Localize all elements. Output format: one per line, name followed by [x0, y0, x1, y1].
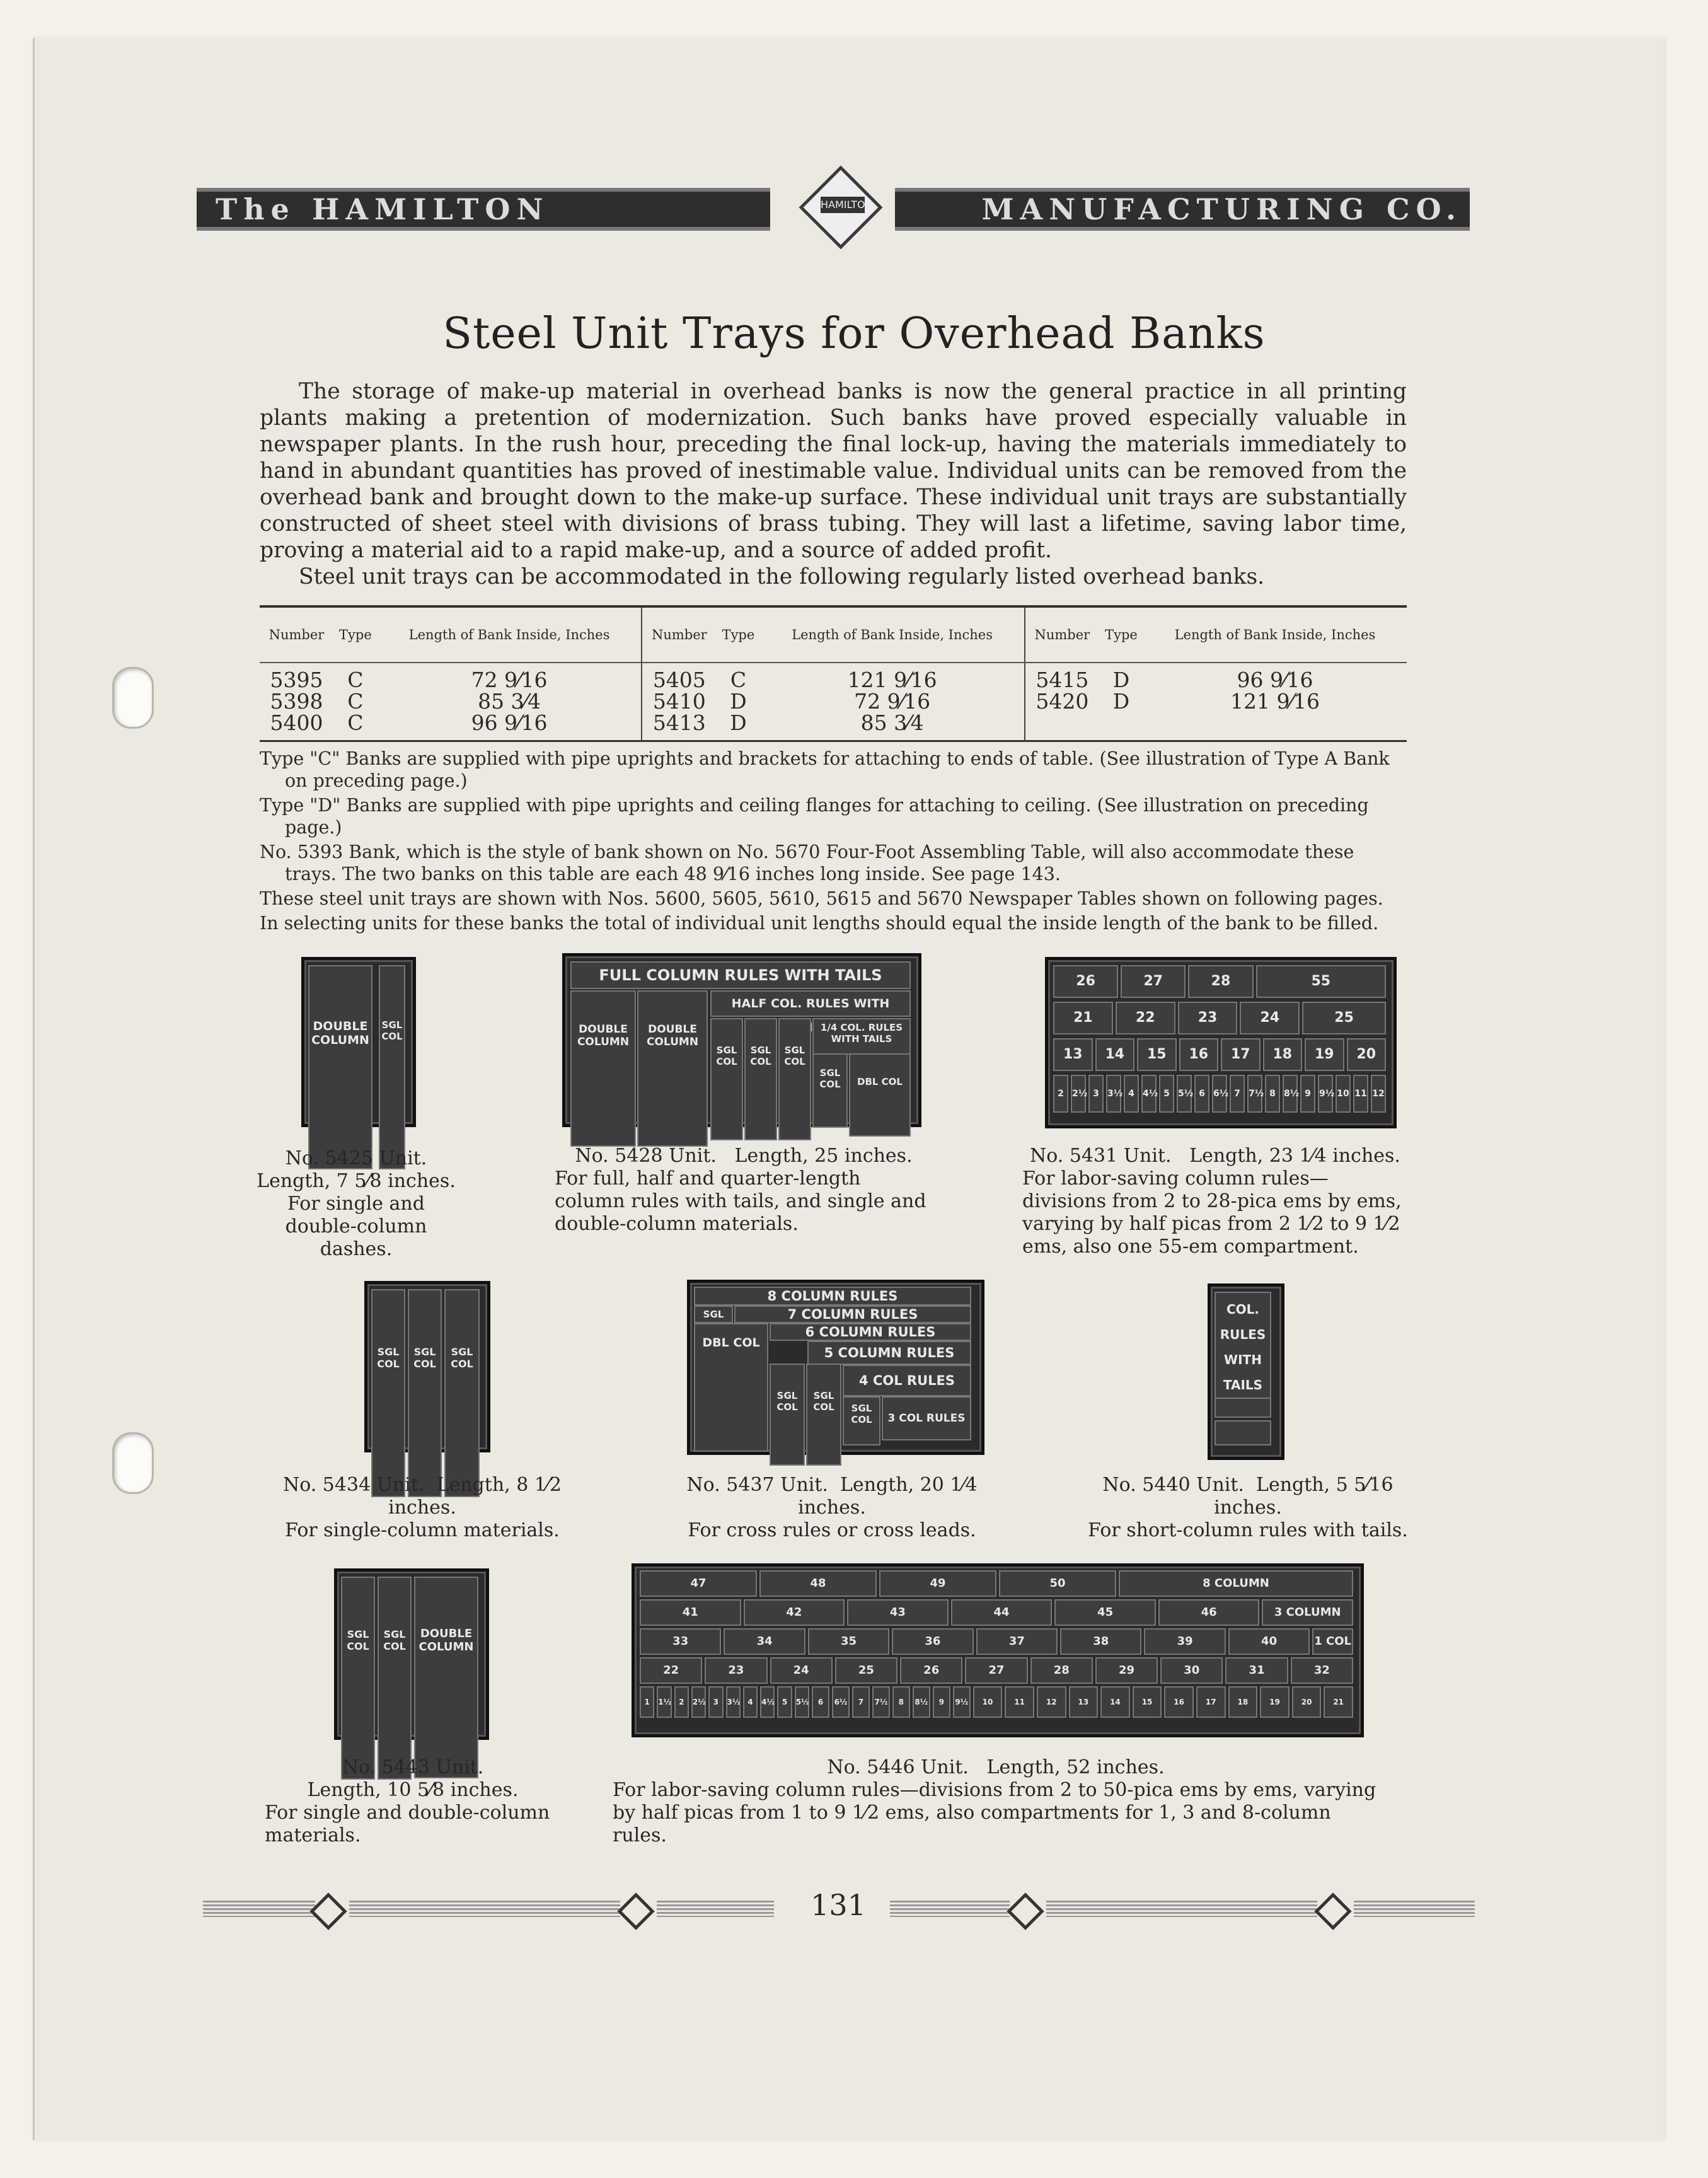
tray-compartment: 24 [1240, 1002, 1300, 1034]
table-cell: 5395 5398 5400 [270, 668, 323, 735]
tray-5431-image [1045, 957, 1397, 1128]
tray-compartment: 1 COL [1312, 1628, 1353, 1655]
tray-row [1053, 1038, 1386, 1071]
tray-compartment: 12 [1371, 1075, 1386, 1113]
tray-compartment: 32 [1291, 1657, 1353, 1684]
tray-compartment: 11 [1005, 1686, 1034, 1718]
unit-length: Length, 8 1⁄2 inches. [388, 1474, 562, 1519]
tray-compartment: 34 [724, 1628, 805, 1655]
tray-compartment: 18 [1228, 1686, 1258, 1718]
table-cell: D D [1112, 668, 1130, 714]
table-cell: C C C [347, 668, 364, 735]
tray-compartment: 7½ [872, 1686, 890, 1718]
tray-compartment: 45 [1054, 1599, 1156, 1626]
tray-compartment: 7½ [1247, 1075, 1262, 1113]
tray-compartment: 8½ [1283, 1075, 1298, 1113]
unit-5428-caption [555, 1145, 933, 1236]
tray-compartment: 5 [1159, 1075, 1174, 1113]
tray-compartment: SGL COL [843, 1396, 880, 1445]
tray-compartment: 12 [1037, 1686, 1066, 1718]
tray-compartment: 21 [1053, 1002, 1113, 1034]
tray-compartment: SGL COL [444, 1289, 480, 1497]
tray-compartment: 3 [1088, 1075, 1104, 1113]
table-cell: 121 9⁄16 72 9⁄16 85 3⁄4 [760, 663, 1024, 740]
tray-5443-image [334, 1568, 489, 1740]
tray-compartment: 22 [640, 1657, 702, 1684]
note: Type "C" Banks are supplied with pipe uprights and brackets for attaching to ends of table. (See illustration of Type A Bank on preceding page.) [260, 748, 1390, 791]
unit-5440-caption [1071, 1474, 1424, 1542]
unit-description: For labor-saving column rules—divisions from 2 to 50-pica ems by ems, varying by half picas from 1 to 9 1⁄2 ems, also compartments for 1, 3 and 8-column rules. [613, 1779, 1376, 1846]
unit-title: No. 5443 Unit. [342, 1756, 484, 1778]
unit-description: For labor-saving column rules—divisions from 2 to 28-pica ems by ems, varying by half picas from 2 1⁄2 to 9 1⁄2 ems, also one 55-em compartment. [1022, 1167, 1402, 1258]
unit-description: For cross rules or cross leads. [688, 1519, 976, 1541]
note: Type "D" Banks are supplied with pipe uprights and ceiling flanges for attaching to ceiling. (See illustration on preceding page.) [260, 795, 1369, 838]
tray-compartment: 27 [1121, 965, 1186, 998]
note: In selecting units for these banks the total of individual unit lengths should equal the inside length of the bank to be filled. [260, 913, 1379, 934]
header-banner [197, 182, 1470, 229]
tray-5446-image [632, 1563, 1364, 1737]
tray-compartment: 36 [892, 1628, 973, 1655]
unit-5425-caption [252, 1147, 460, 1261]
tray-compartment: 22 [1116, 1002, 1175, 1034]
tray-compartment: 33 [640, 1628, 721, 1655]
tray-compartment: SGL COL [378, 1577, 412, 1780]
tray-compartment: 5½ [795, 1686, 809, 1718]
tray-compartment: SGL COL [408, 1289, 442, 1497]
tray-row [640, 1628, 1353, 1655]
tray-row [640, 1570, 1353, 1597]
tray-compartment: DOUBLE COLUMN [414, 1577, 478, 1778]
tray-5437-image [687, 1280, 984, 1455]
table-cell: 5405 5410 5413 [652, 668, 706, 735]
tray-compartment: 23 [705, 1657, 767, 1684]
tray-row [1053, 1002, 1386, 1034]
unit-length: Length, 5 5⁄16 inches. [1214, 1474, 1394, 1519]
unit-description: For full, half and quarter-length column rules with tails, and single and double-column materials. [555, 1167, 926, 1235]
unit-5443-caption [265, 1756, 561, 1847]
tray-compartment [1215, 1420, 1271, 1445]
tray-compartment: DOUBLE COLUMN [637, 990, 708, 1147]
tray-compartment: 15 [1137, 1038, 1177, 1071]
unit-description: For single-column materials. [285, 1519, 560, 1541]
unit-title: No. 5446 Unit. [827, 1756, 969, 1778]
tray-compartment: 30 [1160, 1657, 1223, 1684]
intro-paragraph: Steel unit trays can be accommodated in the following regularly listed overhead banks. [299, 564, 1265, 589]
col-header: Number [260, 608, 333, 663]
tray-compartment: 39 [1144, 1628, 1225, 1655]
tray-compartment: 8½ [913, 1686, 930, 1718]
unit-description: For short-column rules with tails. [1088, 1519, 1408, 1541]
tray-compartment: 21 [1324, 1686, 1353, 1718]
tray-compartment: HALF COL. RULES WITH [710, 990, 911, 1017]
unit-length: Length, 52 inches. [986, 1756, 1165, 1778]
tray-compartment: 7 [852, 1686, 870, 1718]
tray-5428-image [562, 953, 921, 1127]
tray-compartment: 44 [951, 1599, 1053, 1626]
unit-5437-caption [655, 1474, 1008, 1542]
col-header: Number [1025, 608, 1099, 663]
note: No. 5393 Bank, which is the style of bank shown on No. 5670 Four-Foot Assembling Table, will also accommodate these trays. The two banks on this table are each 48 9⁄16 inches long inside. See page 143. [260, 842, 1354, 884]
tray-compartment: 7 [1230, 1075, 1245, 1113]
tray-compartment: 6 [1194, 1075, 1209, 1113]
col-header: Number [642, 608, 716, 663]
col-header: Type [716, 608, 760, 663]
tray-compartment: 47 [640, 1570, 757, 1597]
tray-compartment: 4½ [1141, 1075, 1157, 1113]
unit-5434-caption [252, 1474, 592, 1542]
tray-compartment: 8 [892, 1686, 910, 1718]
notes [260, 748, 1407, 937]
unit-title-line [655, 1474, 1008, 1519]
unit-title-line [1022, 1145, 1408, 1167]
tray-compartment: 26 [900, 1657, 962, 1684]
tray-5440-image [1208, 1283, 1284, 1460]
unit-length: Length, 20 1⁄4 inches. [798, 1474, 978, 1519]
tray-compartment: 9 [1300, 1075, 1315, 1113]
tray-compartment: SGL COL [341, 1577, 375, 1780]
tray-compartment: 17 [1221, 1038, 1261, 1071]
tray-compartment: FULL COLUMN RULES WITH TAILS [570, 961, 911, 989]
note: These steel unit trays are shown with Nos. 5600, 5605, 5610, 5615 and 5670 Newspaper Tables shown on following pages. [260, 888, 1383, 909]
tray-compartment: 29 [1095, 1657, 1158, 1684]
tray-compartment: 49 [879, 1570, 996, 1597]
tray-compartment: 42 [744, 1599, 845, 1626]
brand-right: MANUFACTURING CO. [895, 188, 1470, 231]
unit-length: Length, 7 5⁄8 inches. [257, 1170, 456, 1192]
tray-compartment: 35 [808, 1628, 889, 1655]
unit-description: For single and double-column materials. [265, 1802, 550, 1846]
tray-compartment: 13 [1069, 1686, 1099, 1718]
footer-rule [1046, 1901, 1317, 1917]
tray-compartment: 46 [1158, 1599, 1260, 1626]
tray-compartment: 16 [1179, 1038, 1219, 1071]
tray-compartment: SGL COL [379, 965, 405, 1169]
tray-compartment: 11 [1353, 1075, 1368, 1113]
tray-row [1053, 1075, 1386, 1113]
tray-5434-image [364, 1281, 490, 1452]
logo-text: HAMILTON [821, 197, 865, 213]
tray-compartment: DOUBLE COLUMN [570, 990, 636, 1147]
table-cell: 72 9⁄16 85 3⁄4 96 9⁄16 [378, 663, 642, 740]
tray-compartment: 5 COLUMN RULES [807, 1341, 971, 1365]
tray-compartment: 19 [1260, 1686, 1290, 1718]
tray-compartment: 20 [1292, 1686, 1322, 1718]
tray-compartment: SGL COL [770, 1364, 805, 1466]
brand-left: The HAMILTON [197, 188, 770, 231]
tray-compartment: 8 [1265, 1075, 1280, 1113]
tray-compartment: 24 [770, 1657, 833, 1684]
banks-table [260, 605, 1407, 742]
col-header: Type [333, 608, 378, 663]
tray-compartment: 2½ [691, 1686, 706, 1718]
tray-compartment: 43 [847, 1599, 949, 1626]
tray-compartment: 26 [1053, 965, 1118, 998]
tray-compartment: COL. RULES WITH TAILS [1215, 1292, 1271, 1399]
tray-compartment: 28 [1188, 965, 1253, 998]
tray-compartment: 10 [973, 1686, 1003, 1718]
tray-row [640, 1657, 1353, 1684]
footer-rule [890, 1901, 1010, 1917]
unit-title-line [1071, 1474, 1424, 1519]
footer-rule [1354, 1901, 1475, 1917]
tray-compartment: 4 [743, 1686, 758, 1718]
tray-compartment: 9 [933, 1686, 950, 1718]
unit-title: No. 5440 Unit. [1102, 1474, 1244, 1496]
tray-compartment: 13 [1053, 1038, 1093, 1071]
tray-compartment: 1½ [657, 1686, 671, 1718]
tray-compartment: SGL COL [806, 1364, 841, 1466]
tray-compartment: DBL COL [694, 1323, 768, 1452]
tray-row [640, 1686, 1353, 1718]
unit-length: Length, 10 5⁄8 inches. [307, 1779, 519, 1801]
tray-compartment: 27 [965, 1657, 1027, 1684]
tray-5425-image [301, 957, 416, 1127]
tray-compartment: 9½ [1318, 1075, 1333, 1113]
unit-length: Length, 25 inches. [734, 1145, 913, 1167]
table-cell: 5415 5420 [1036, 668, 1089, 714]
tray-compartment: 40 [1228, 1628, 1310, 1655]
tray-compartment: 9½ [953, 1686, 971, 1718]
tray-compartment: 3½ [726, 1686, 741, 1718]
tray-compartment: 3 [708, 1686, 723, 1718]
tray-compartment: 2½ [1071, 1075, 1086, 1113]
tray-compartment: 18 [1263, 1038, 1303, 1071]
col-header: Length of Bank Inside, Inches [760, 608, 1024, 663]
col-header: Type [1099, 608, 1143, 663]
footer-rule [349, 1901, 620, 1917]
unit-title: No. 5434 Unit. [282, 1474, 425, 1496]
tray-compartment: 3½ [1106, 1075, 1121, 1113]
tray-row [1053, 965, 1386, 998]
tray-compartment: 7 COLUMN RULES [734, 1306, 971, 1323]
unit-title: No. 5431 Unit. [1030, 1145, 1172, 1167]
unit-title-line [611, 1756, 1380, 1779]
tray-compartment: SGL COL [371, 1289, 405, 1497]
tray-compartment: 4 COL RULES [843, 1365, 971, 1396]
tray-compartment: 5½ [1177, 1075, 1192, 1113]
unit-title-line [252, 1474, 592, 1519]
unit-5446-caption [611, 1756, 1380, 1847]
tray-compartment: 8 COLUMN RULES [694, 1287, 971, 1306]
footer-rule [657, 1901, 774, 1917]
unit-title-line [555, 1145, 933, 1167]
tray-compartment: 15 [1133, 1686, 1162, 1718]
tray-compartment: 20 [1347, 1038, 1387, 1071]
tray-compartment: SGL COL [710, 1018, 743, 1140]
col-header: Length of Bank Inside, Inches [378, 608, 642, 663]
tray-compartment: 1 [640, 1686, 654, 1718]
unit-description: For single and double-column dashes. [285, 1193, 427, 1260]
table-cell: C D D [730, 668, 747, 735]
page-number: 131 [811, 1888, 866, 1922]
tray-compartment: 25 [835, 1657, 897, 1684]
tray-compartment: DBL COL [849, 1053, 911, 1137]
tray-compartment: 48 [759, 1570, 877, 1597]
tray-compartment: 23 [1178, 1002, 1238, 1034]
tray-compartment: 3 COLUMN [1262, 1599, 1353, 1626]
unit-length: Length, 23 1⁄4 inches. [1189, 1145, 1400, 1167]
unit-title: No. 5437 Unit. [686, 1474, 828, 1496]
tray-compartment: 10 [1336, 1075, 1351, 1113]
tray-compartment: 38 [1060, 1628, 1141, 1655]
tray-compartment: 55 [1256, 965, 1386, 998]
unit-5431-caption [1022, 1145, 1408, 1258]
unit-title: No. 5425 Unit. [285, 1147, 427, 1169]
tray-compartment [1215, 1398, 1271, 1418]
tray-compartment: 19 [1305, 1038, 1344, 1071]
tray-compartment: 17 [1196, 1686, 1226, 1718]
tray-compartment: SGL COL [778, 1018, 811, 1140]
tray-compartment: 3 COL RULES [882, 1396, 971, 1440]
tray-compartment: 6½ [1212, 1075, 1227, 1113]
tray-compartment: 8 COLUMN [1119, 1570, 1353, 1597]
tray-compartment: 5 [777, 1686, 792, 1718]
tray-compartment: 25 [1302, 1002, 1386, 1034]
tray-compartment: 50 [999, 1570, 1116, 1597]
tray-compartment: SGL COL [744, 1018, 777, 1140]
tray-compartment: 6 COLUMN RULES [770, 1323, 971, 1341]
tray-row [640, 1599, 1353, 1626]
table-cell: 96 9⁄16 121 9⁄16 [1230, 668, 1320, 714]
tray-compartment: 28 [1030, 1657, 1093, 1684]
tray-compartment: 6 [812, 1686, 829, 1718]
intro-paragraph: The storage of make-up material in overhead banks is now the general practice in all printing plants making a pretention of modernization. Such banks have proved especially valuable in newspaper plants. In the rush hour, preceding the final lock-up, having the materials immediately to hand in abundant quantities has proved of inestimable value. Individual units can be removed from the overhead bank and brought down to the make-up surface. These individual unit trays are substantially constructed of sheet steel with divisions of brass tubing. They will last a lifetime, saving labor time, proving a material aid to a rapid make-up, and a source of added profit. [260, 379, 1407, 563]
tray-compartment: 41 [640, 1599, 741, 1626]
tray-compartment: 2 [674, 1686, 689, 1718]
tray-compartment: 37 [976, 1628, 1058, 1655]
tray-compartment: 4½ [760, 1686, 775, 1718]
tray-compartment: 16 [1164, 1686, 1194, 1718]
footer-rule [203, 1901, 315, 1917]
tray-compartment: 2 [1053, 1075, 1068, 1113]
page-title: Steel Unit Trays for Overhead Banks [442, 309, 1266, 359]
col-header: Length of Bank Inside, Inches [1143, 608, 1407, 663]
tray-compartment: 14 [1100, 1686, 1130, 1718]
intro-text [260, 378, 1407, 590]
binder-hole [112, 1432, 154, 1494]
tray-compartment: 1/4 COL. RULES WITH TAILS [812, 1018, 911, 1055]
tray-compartment: 31 [1225, 1657, 1288, 1684]
tray-compartment: 6½ [832, 1686, 850, 1718]
tray-compartment: SGL COL [812, 1053, 848, 1128]
tray-compartment: 14 [1095, 1038, 1135, 1071]
binder-hole [112, 667, 154, 729]
tray-compartment: 4 [1124, 1075, 1139, 1113]
tray-compartment: SGL [694, 1306, 733, 1323]
tray-compartment: DOUBLE COLUMN [308, 965, 372, 1169]
unit-title: No. 5428 Unit. [575, 1145, 717, 1167]
